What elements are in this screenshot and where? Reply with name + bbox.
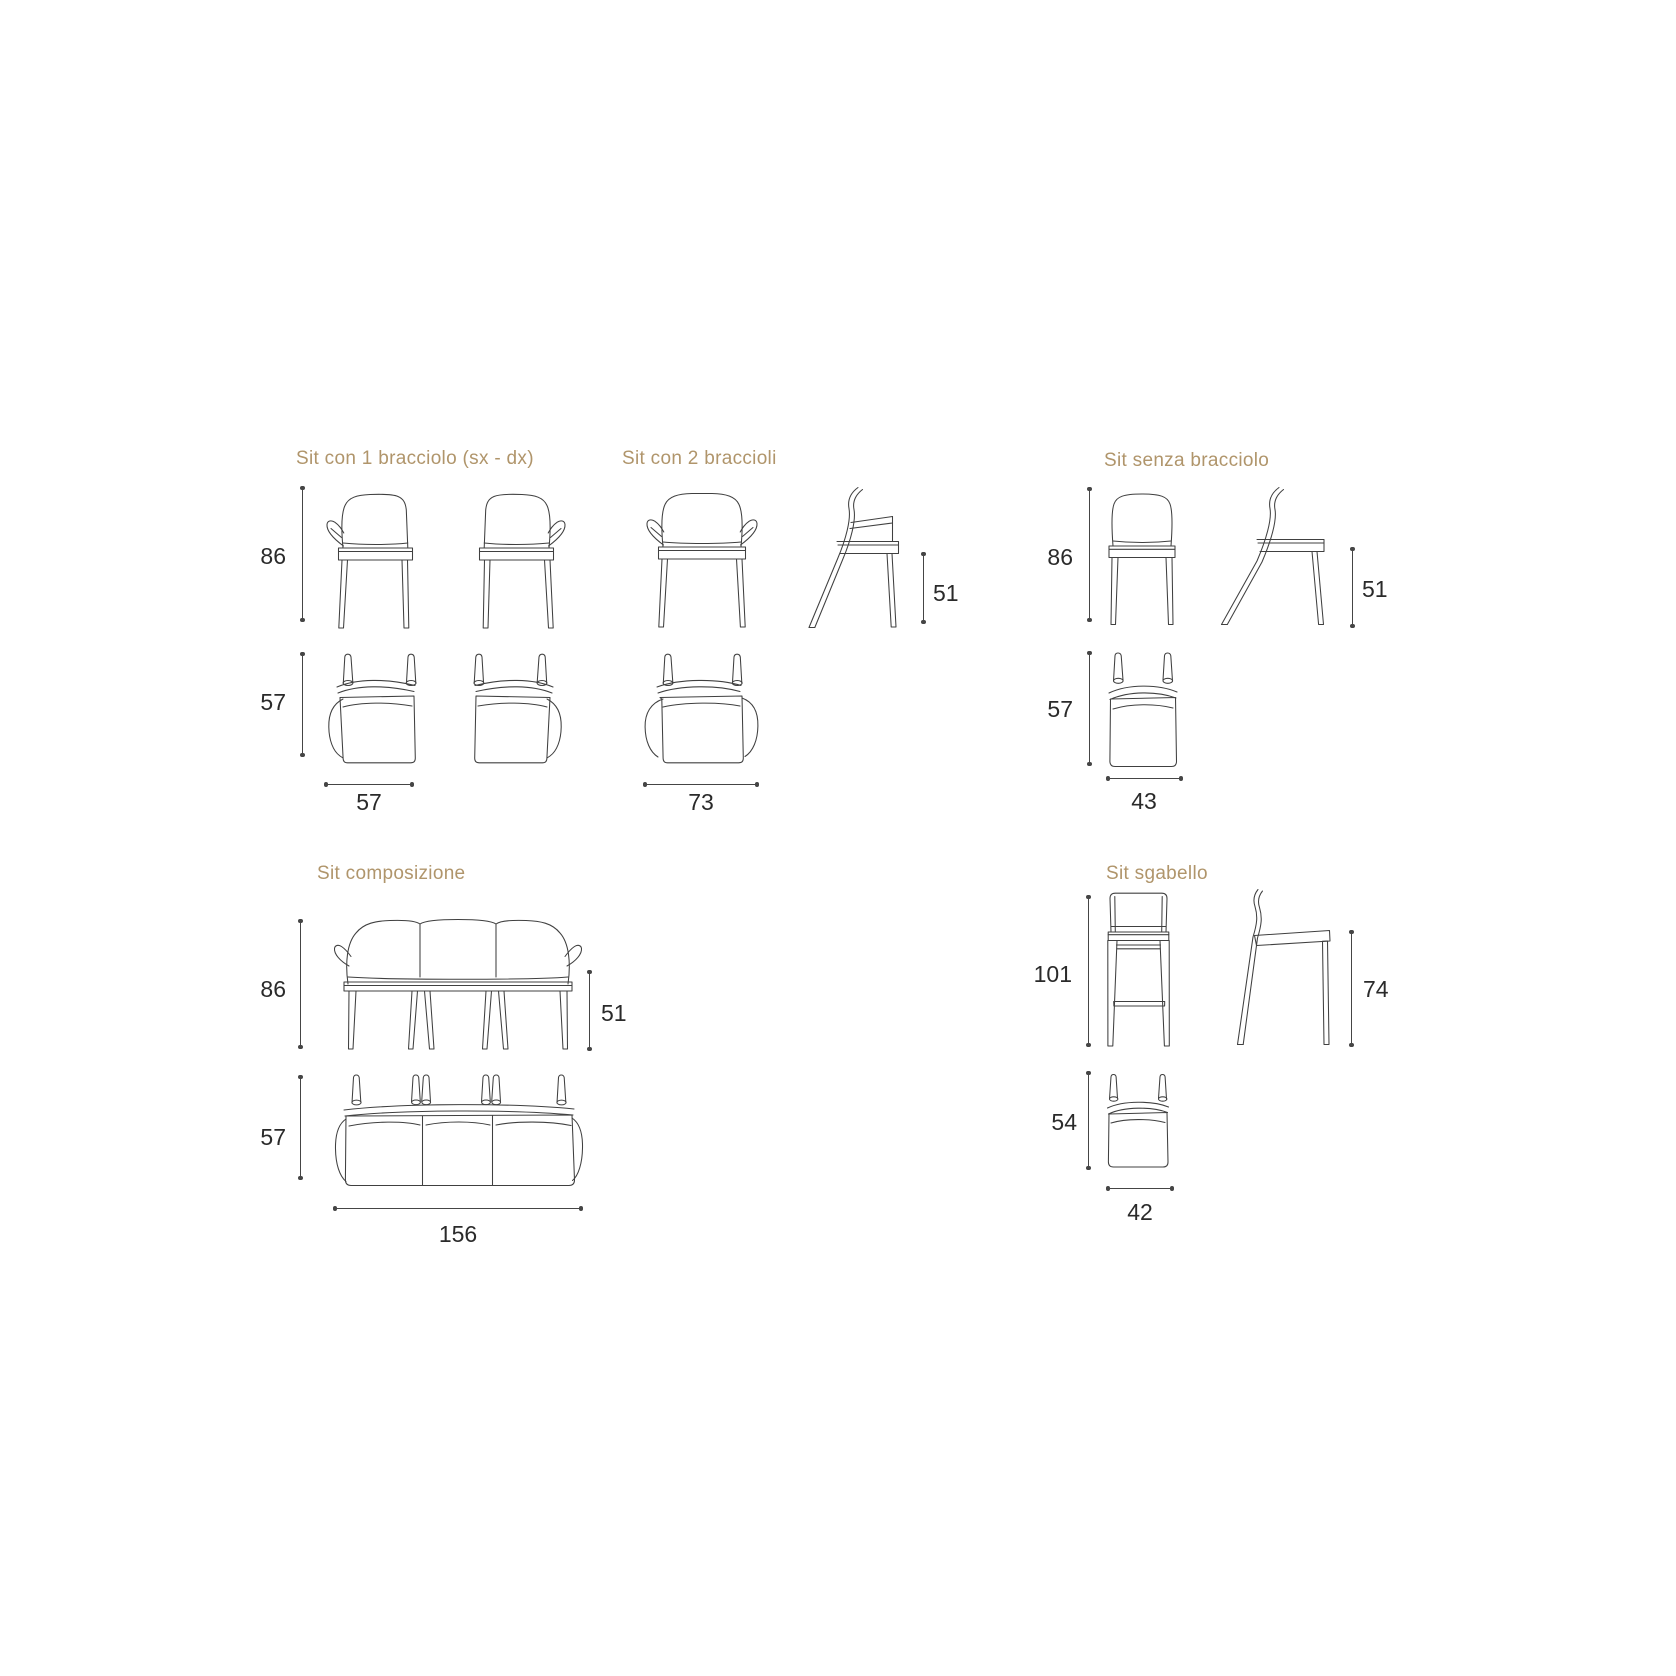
width-dimension-line — [335, 1208, 581, 1209]
depth-dimension-label: 57 — [260, 1124, 286, 1150]
section-title-stool: Sit sgabello — [1106, 863, 1208, 884]
width-dimension-label: 43 — [1131, 788, 1157, 814]
width-dimension-label: 42 — [1127, 1199, 1153, 1225]
width-dimension-line — [1108, 1188, 1172, 1189]
chair-front-two-armrests-drawing — [644, 488, 760, 628]
stool-top-drawing — [1106, 1073, 1171, 1170]
sofa-top-drawing — [334, 1073, 584, 1191]
chair-top-two-armrests-drawing — [640, 652, 758, 764]
width-dimension-label: 156 — [438, 1221, 478, 1247]
section-title-composition: Sit composizione — [317, 863, 466, 884]
chair-top-left-armrest-drawing — [325, 652, 417, 764]
section-title-no-armrest: Sit senza bracciolo — [1104, 450, 1270, 471]
chair-side-armrest-drawing — [801, 487, 907, 628]
seat-height-dimension-label: 51 — [933, 580, 959, 606]
seat-height-dimension-label: 74 — [1363, 976, 1389, 1002]
depth-dimension-line — [302, 654, 303, 755]
width-dimension-label: 73 — [688, 789, 714, 815]
section-title-two-armrests: Sit con 2 braccioli — [622, 448, 777, 469]
stool-front-drawing — [1105, 890, 1172, 1047]
height-dimension-line — [1089, 489, 1090, 620]
chair-front-no-armrest-drawing — [1104, 488, 1180, 626]
chair-front-left-armrest-drawing — [325, 489, 419, 629]
height-dimension-label: 86 — [260, 543, 286, 569]
height-dimension-label: 86 — [260, 976, 286, 1002]
seat-height-dimension-label: 51 — [1362, 576, 1388, 602]
depth-dimension-line — [1088, 1073, 1089, 1168]
sofa-front-drawing — [332, 911, 584, 1051]
seat-height-dimension-line — [1352, 549, 1353, 626]
height-dimension-line — [300, 921, 301, 1047]
depth-dimension-label: 57 — [260, 689, 286, 715]
width-dimension-line — [1108, 778, 1181, 779]
depth-dimension-line — [300, 1077, 301, 1178]
width-dimension-label: 57 — [356, 789, 382, 815]
chair-top-no-armrest-drawing — [1106, 651, 1180, 768]
depth-dimension-label: 57 — [1047, 696, 1073, 722]
width-dimension-line — [645, 784, 757, 785]
stool-side-drawing — [1233, 889, 1333, 1047]
height-dimension-label: 86 — [1047, 544, 1073, 570]
height-dimension-label: 101 — [1033, 961, 1072, 987]
seat-height-dimension-line — [589, 972, 590, 1049]
chair-side-no-armrest-drawing — [1216, 487, 1333, 626]
seat-height-dimension-label: 51 — [601, 1000, 627, 1026]
depth-dimension-label: 54 — [1051, 1109, 1077, 1135]
height-dimension-line — [1088, 897, 1089, 1045]
depth-dimension-line — [1089, 653, 1090, 764]
section-title-one-armrest: Sit con 1 bracciolo (sx - dx) — [296, 448, 534, 469]
seat-height-dimension-line — [923, 554, 924, 622]
chair-front-right-armrest-drawing — [473, 489, 567, 629]
width-dimension-line — [326, 784, 412, 785]
height-dimension-line — [302, 488, 303, 620]
chair-top-right-armrest-drawing — [473, 652, 565, 764]
seat-height-dimension-line — [1351, 932, 1352, 1045]
